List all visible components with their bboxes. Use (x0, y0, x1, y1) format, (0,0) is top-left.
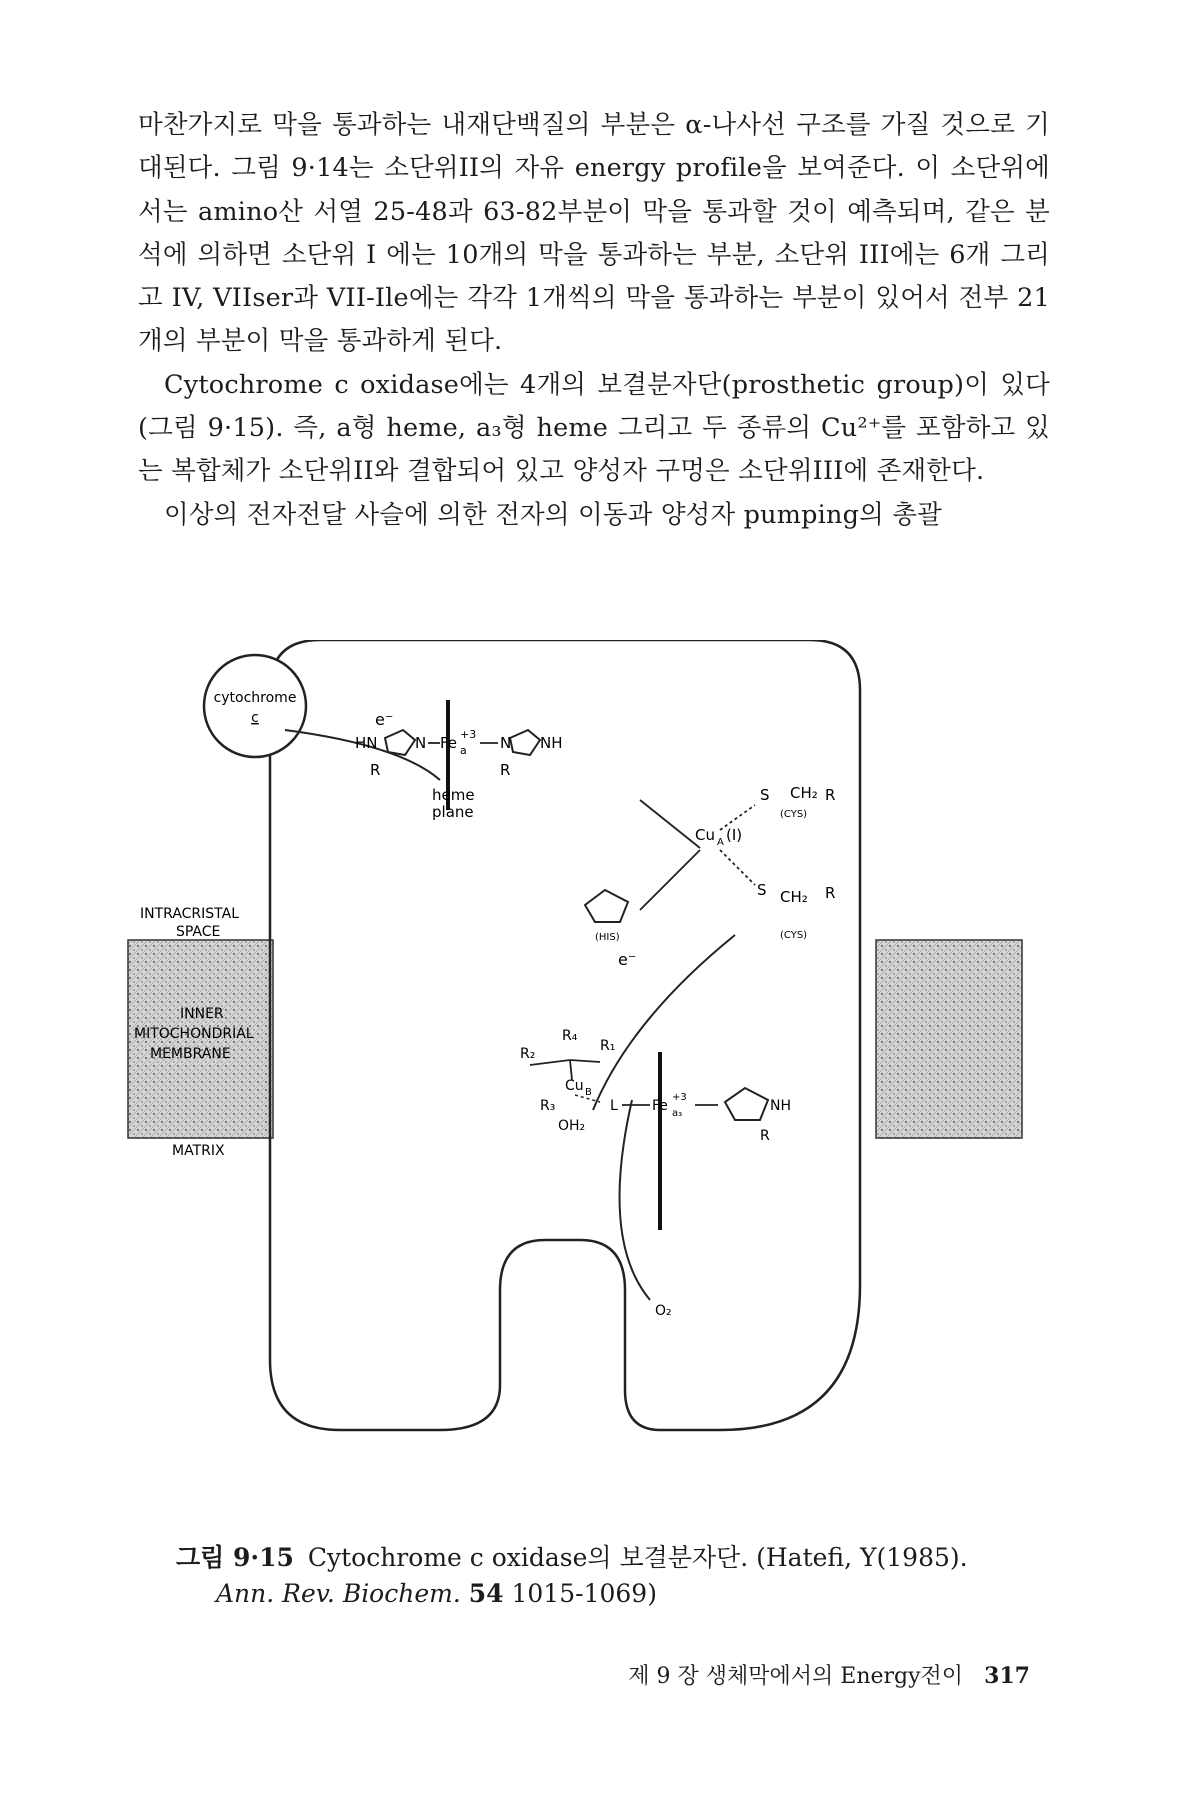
fe-top-charge: +3 (460, 728, 477, 741)
mitochondrial-label: MITOCHONDRIAL (134, 1026, 254, 1042)
nh-label-bottom: NH (770, 1098, 791, 1114)
caption-pages: 1015-1069) (511, 1579, 657, 1608)
cytochrome-c-letter: c (251, 710, 259, 726)
fe-top-sub: a (460, 744, 467, 757)
electron-path-2 (593, 935, 735, 1110)
cytochrome-label: cytochrome (213, 690, 297, 706)
o2-label: O₂ (655, 1303, 672, 1319)
figure-9-15 (0, 640, 1200, 1540)
fe-bottom-label: Fe (652, 1098, 668, 1114)
his-ring (585, 890, 628, 922)
caption-journal: Ann. Rev. Biochem. (216, 1579, 461, 1608)
body-text (138, 104, 1050, 537)
hn-label: HN (355, 734, 378, 752)
r-label-5: R (760, 1128, 770, 1144)
r3-label: R₃ (540, 1098, 556, 1114)
plane-label: plane (432, 803, 474, 821)
cub-sub: B (585, 1087, 592, 1098)
ch2-label-1: CH₂ (790, 784, 818, 802)
caption-text: Cytochrome c oxidase의 보결분자단. (Hatefi, Y(1985). (307, 1543, 968, 1572)
ch2-label-2: CH₂ (780, 888, 808, 906)
r-label-3: R (825, 786, 836, 804)
s-label-2: S (757, 881, 767, 899)
r-label-1: R (370, 761, 381, 779)
electron-label-2: e⁻ (618, 950, 637, 969)
fe-bottom-charge: +3 (672, 1092, 687, 1103)
r1-label: R₁ (600, 1038, 616, 1054)
inner-label: INNER (180, 1006, 224, 1022)
matrix-label: MATRIX (172, 1143, 225, 1159)
o2-path (620, 1100, 650, 1300)
paragraph-1: 마찬가지로 막을 통과하는 내재단백질의 부분은 α-나사선 구조를 가질 것으로 기대된다. 그림 9·14는 소단위II의 자유 energy profile을 보여준다. 이 소단위에서는 amino산 서열 25-48과 63-82부분이 막을 통과할 것이 예측되며, 같은 분석에 의하면 소단위 I 에는 10개의 막을 통과하는 부분, 소단위 III에는 6개 그리고 IV, VIIser과 VII-Ile에는 각각 1개씩의 막을 통과하는 부분이 있어서 전부 21개의 부분이 막을 통과하게 된다. (138, 110, 1050, 357)
r4-label: R₄ (562, 1028, 578, 1044)
electron-label-1: e⁻ (375, 710, 394, 729)
l-label: L (610, 1098, 618, 1114)
space-label: SPACE (176, 924, 221, 940)
r-label-4: R (825, 884, 836, 902)
s-label-1: S (760, 786, 770, 804)
page-footer (600, 1659, 1030, 1690)
paragraph-2: Cytochrome c oxidase에는 4개의 보결분자단(prosthetic group)이 있다(그림 9·15). 즉, a형 heme, a₃형 heme 그리고 두 종류의 Cu²⁺를 포함하고 있는 복합체가 소단위II와 결합되어 있고 양성자 구멍은 소단위III에 존재한다. (138, 369, 1050, 487)
r2-label: R₂ (520, 1046, 536, 1062)
cua-sub: A (717, 837, 724, 848)
oh2-label: OH₂ (558, 1118, 586, 1134)
n-label-left: N (415, 734, 427, 752)
imidazole-bottom (725, 1088, 768, 1120)
figure-caption (176, 1540, 1056, 1612)
cytochrome-c-circle (204, 655, 306, 757)
his-label: (HIS) (595, 932, 620, 943)
page-number: 317 (984, 1663, 1030, 1689)
caption-volume: 54 (468, 1579, 504, 1608)
r-label-2: R (500, 761, 511, 779)
membrane-label: MEMBRANE (150, 1046, 231, 1062)
cua-label: Cu (695, 826, 715, 844)
intracristal-label: INTRACRISTAL (140, 906, 240, 922)
imidazole-right (510, 730, 540, 755)
cua-ox: (I) (726, 826, 743, 844)
fe-top-label: Fe (440, 734, 458, 752)
nh-label-top: NH (540, 734, 563, 752)
paragraph-3: 이상의 전자전달 사슬에 의한 전자의 이동과 양성자 pumping의 총괄 (164, 499, 942, 530)
cys-label-2: (CYS) (780, 930, 808, 941)
membrane-right (876, 940, 1022, 1138)
cub-label: Cu (565, 1078, 584, 1094)
imidazole-left (385, 730, 415, 755)
fe-bottom-sub: a₃ (672, 1108, 683, 1119)
chapter-title: 제 9 장 생체막에서의 Energy전이 (628, 1664, 964, 1689)
cys-label-1: (CYS) (780, 809, 808, 820)
n-label-right: N (500, 734, 512, 752)
heme-label: heme (432, 786, 475, 804)
caption-number: 그림 9·15 (176, 1543, 294, 1572)
